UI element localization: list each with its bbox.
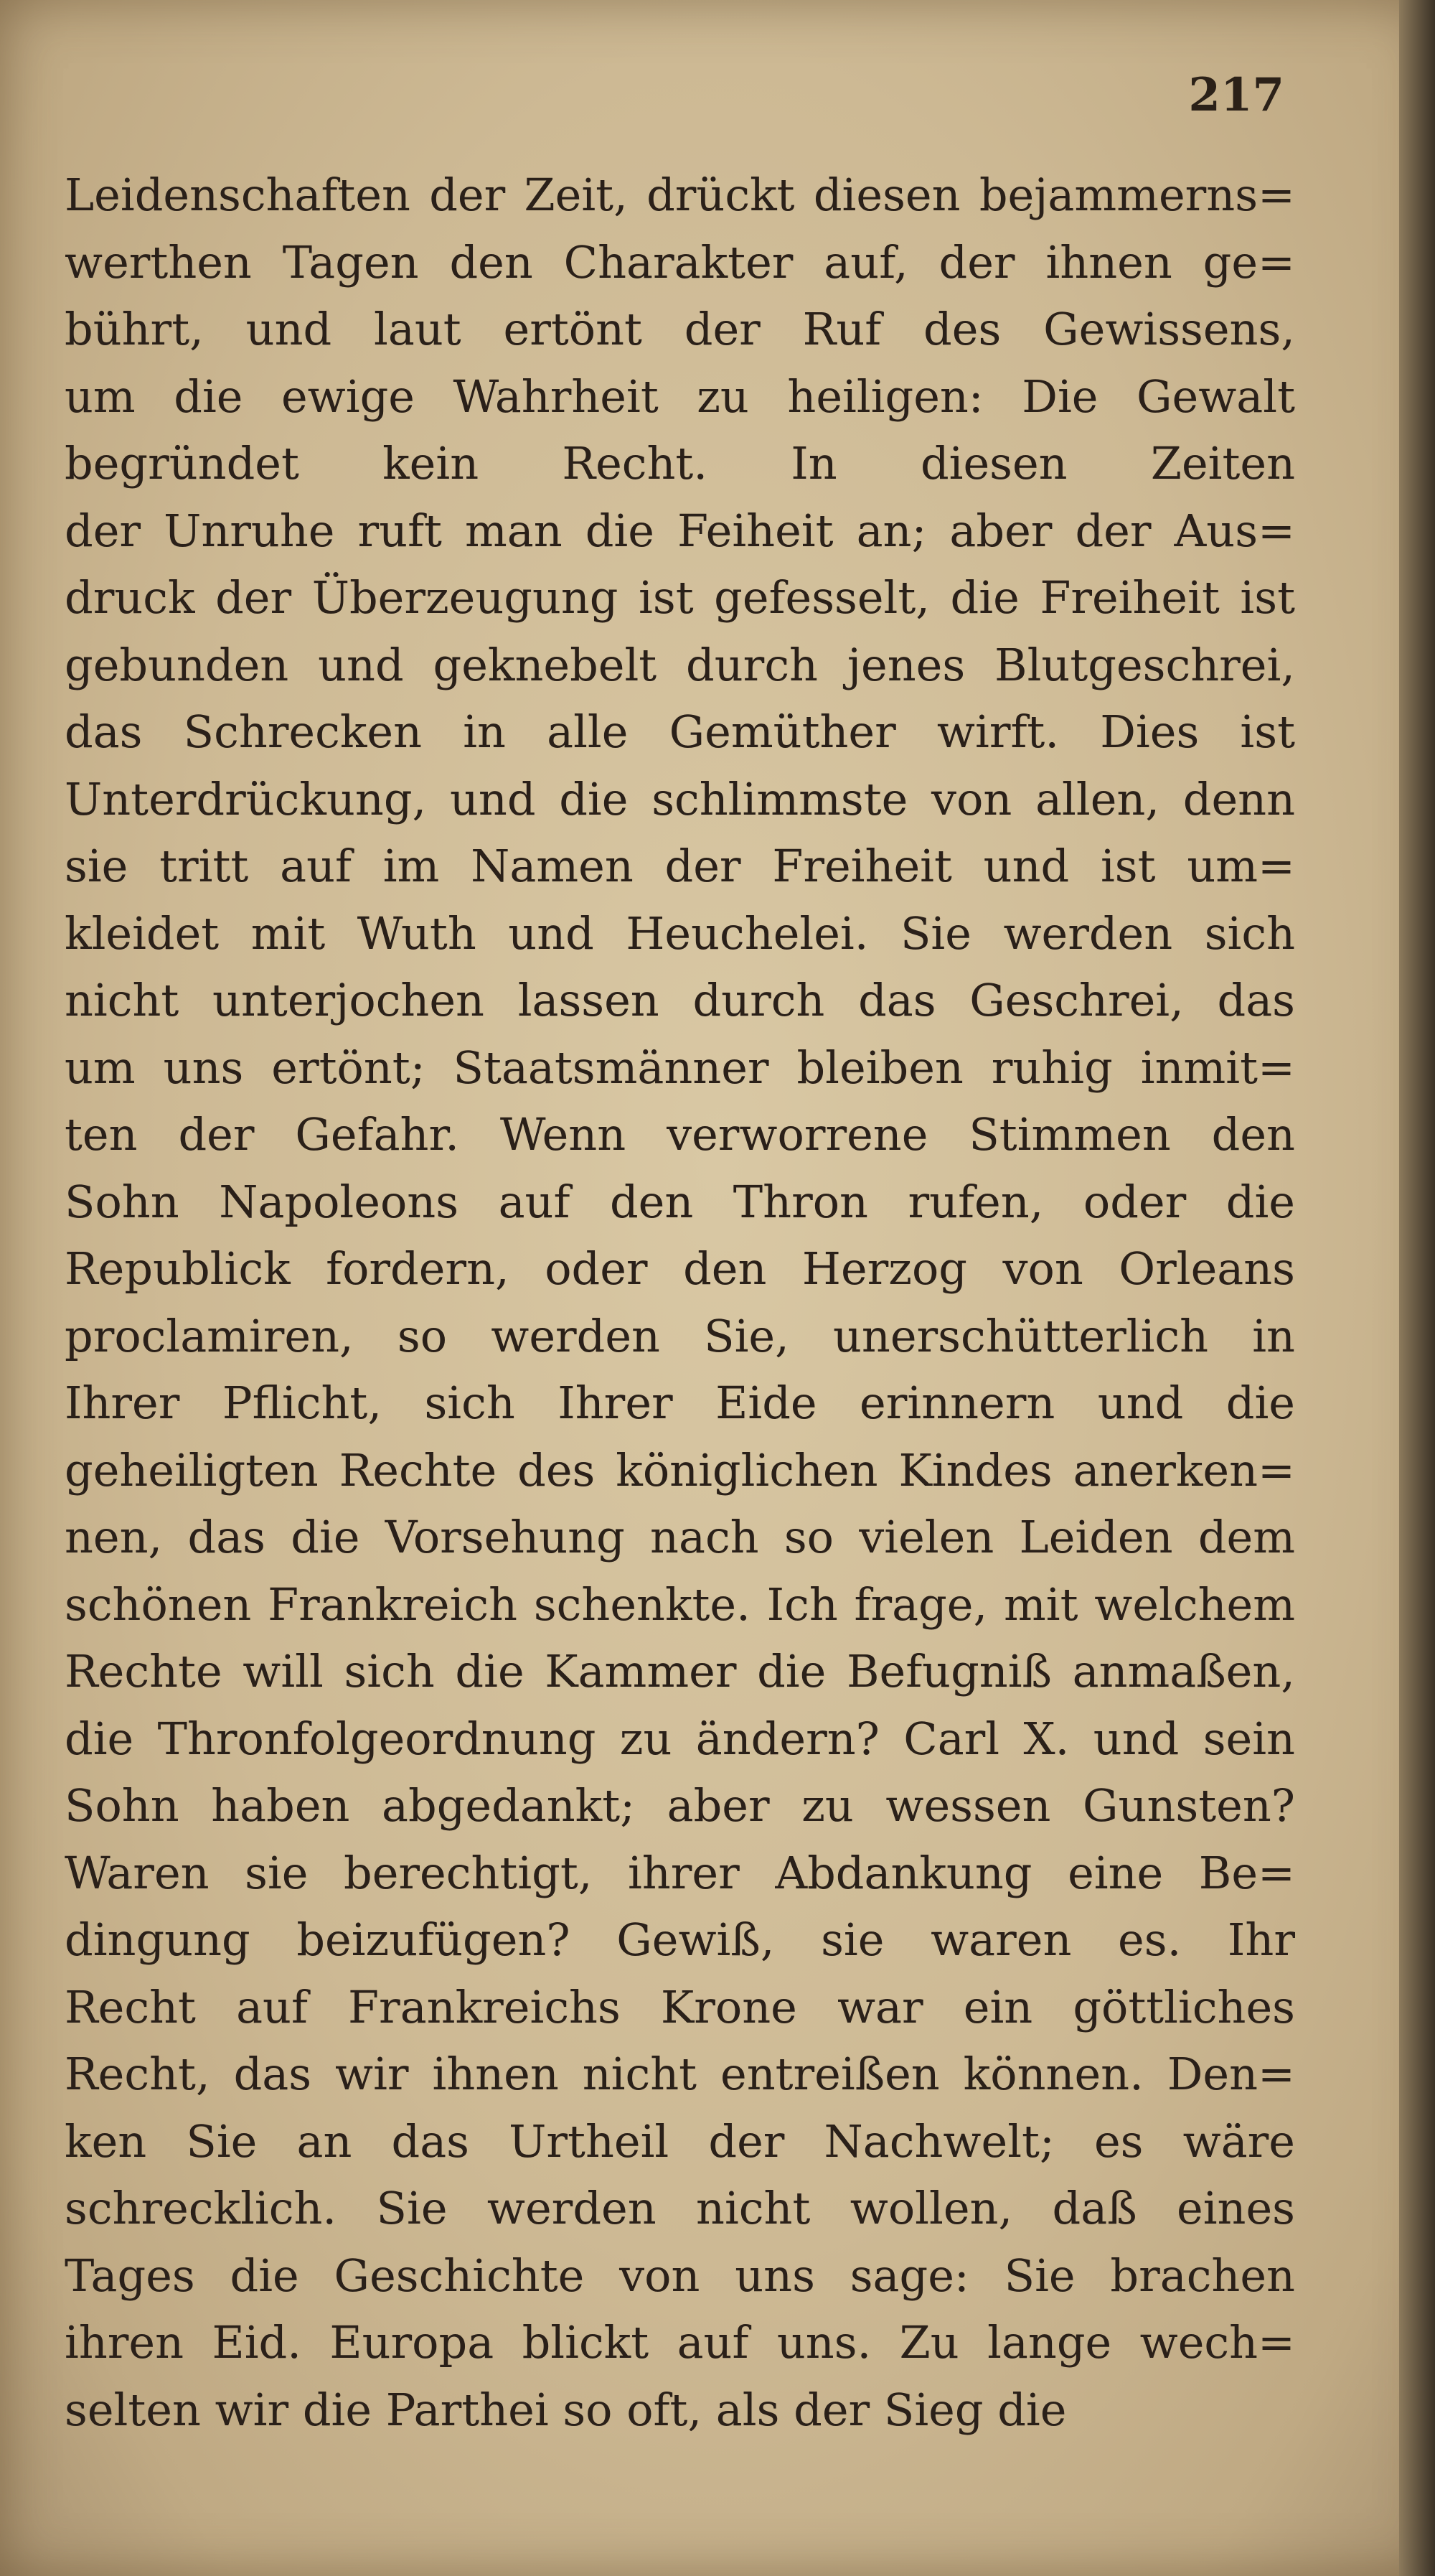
text-line: ten der Gefahr. Wenn verworrene Stimmen den <box>65 1108 1295 1161</box>
text-line: Recht, das wir ihnen nicht entreißen können. Den= <box>65 2048 1295 2100</box>
text-line: druck der Überzeugung ist gefesselt, die Freiheit ist <box>65 571 1295 624</box>
text-line: Waren sie berechtigt, ihrer Abdankung eine Be= <box>65 1846 1295 1899</box>
book-gutter-edge <box>1399 0 1435 2576</box>
text-line: kleidet mit Wuth und Heuchelei. Sie werden sich <box>65 907 1295 960</box>
text-line: Rechte will sich die Kammer die Befugniß anmaßen, <box>65 1645 1295 1697</box>
text-line: selten wir die Parthei so oft, als der Sieg die <box>65 2383 1067 2436</box>
text-line: begründet kein Recht. In diesen Zeiten <box>65 437 1295 490</box>
text-line: proclamiren, so werden Sie, unerschütterlich in <box>65 1309 1295 1362</box>
text-line: ken Sie an das Urtheil der Nachwelt; es wäre <box>65 2114 1295 2168</box>
text-line: um uns ertönt; Staatsmänner bleiben ruhig inmit= <box>65 1041 1295 1094</box>
page-number: 217 <box>1188 68 1284 122</box>
text-line: schrecklich. Sie werden nicht wollen, daß eines <box>65 2182 1295 2234</box>
text-line: nicht unterjochen lassen durch das Geschrei, das <box>65 974 1295 1026</box>
text-line: Republick fordern, oder den Herzog von Orleans <box>65 1242 1295 1295</box>
text-line: Ihrer Pflicht, sich Ihrer Eide erinnern und die <box>65 1377 1295 1429</box>
text-line: Sohn Napoleons auf den Thron rufen, oder die <box>65 1175 1295 1228</box>
text-line: sie tritt auf im Namen der Freiheit und ist um= <box>65 840 1295 892</box>
text-line: Recht auf Frankreichs Krone war ein göttliches <box>65 1980 1295 2033</box>
text-line: Tages die Geschichte von uns sage: Sie brachen <box>65 2249 1295 2302</box>
text-line: schönen Frankreich schenkte. Ich frage, mit welchem <box>65 1578 1295 1631</box>
text-line: das Schrecken in alle Gemüther wirft. Dies ist <box>65 706 1295 758</box>
text-line: dingung beizufügen? Gewiß, sie waren es. Ihr <box>65 1914 1295 1966</box>
text-line: Leidenschaften der Zeit, drückt diesen bejammerns= <box>65 169 1295 221</box>
text-line: nen, das die Vorsehung nach so vielen Leiden dem <box>65 1511 1295 1563</box>
text-line: um die ewige Wahrheit zu heiligen: Die Gewalt <box>65 370 1295 423</box>
text-line: Unterdrückung, und die schlimmste von allen, denn <box>65 772 1295 825</box>
text-line: Sohn haben abgedankt; aber zu wessen Gunsten? <box>65 1779 1295 1832</box>
text-line: geheiligten Rechte des königlichen Kindes anerken= <box>65 1443 1295 1497</box>
text-line: bührt, und laut ertönt der Ruf des Gewissens, <box>65 303 1295 355</box>
text-line: werthen Tagen den Charakter auf, der ihnen ge= <box>65 235 1295 289</box>
body-text <box>65 161 1295 2443</box>
text-line: der Unruhe ruft man die Feiheit an; aber der Aus= <box>65 504 1295 557</box>
text-line: gebunden und geknebelt durch jenes Blutgeschrei, <box>65 638 1295 691</box>
text-line: ihren Eid. Europa blickt auf uns. Zu lange wech= <box>65 2316 1295 2369</box>
text-line: die Thronfolgeordnung zu ändern? Carl X. und sein <box>65 1712 1295 1765</box>
